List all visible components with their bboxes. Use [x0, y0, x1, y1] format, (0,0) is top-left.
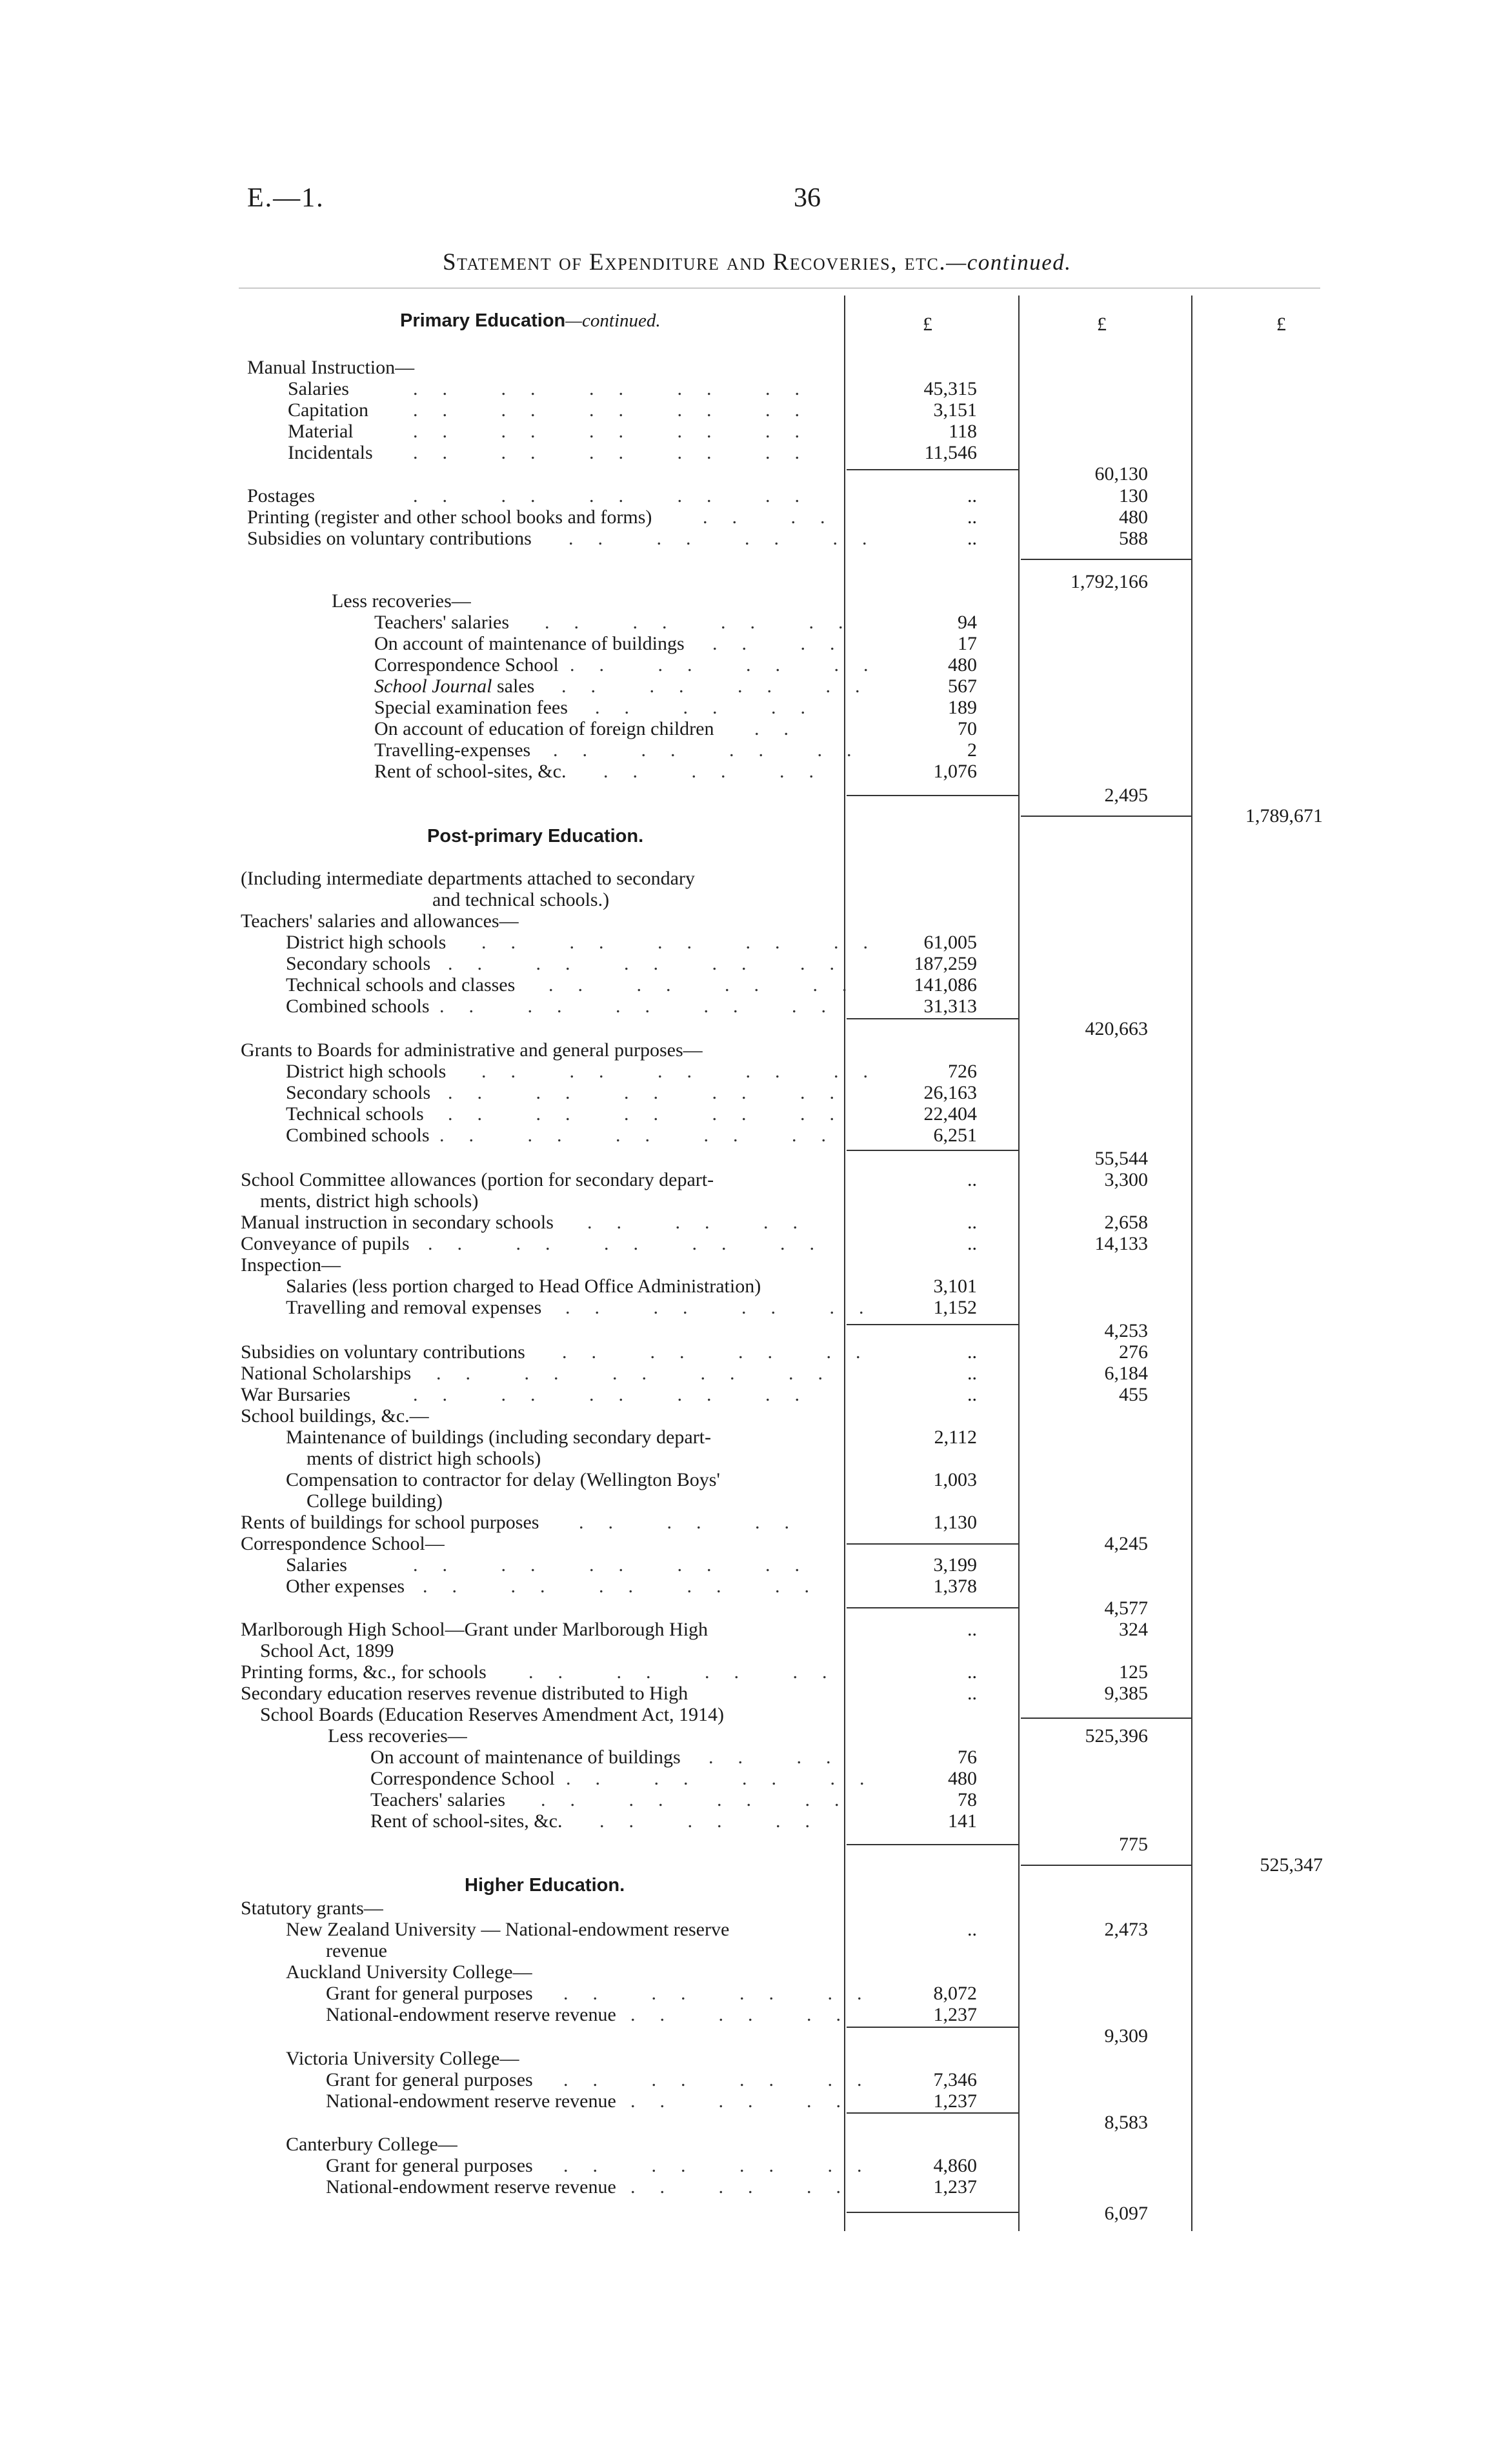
amount-c2: 4,577 [1104, 1598, 1148, 1619]
amount-c1: .. [967, 1341, 977, 1363]
amount-c1: .. [967, 1233, 977, 1254]
amount-c1: 17 [958, 633, 977, 654]
leader-dots: .. .. .. .. [563, 2069, 887, 2090]
row-label: New Zealand University — National-endowment reserve [286, 1919, 730, 1940]
amount-c1: .. [967, 1363, 977, 1384]
table-row [0, 1469, 1488, 1491]
table-row [0, 2112, 1488, 2134]
table-row [0, 1576, 1488, 1598]
amount-c1: 1,237 [933, 2176, 977, 2198]
leader-dots: .. .. .. .. [565, 1297, 889, 1318]
table-row [0, 1940, 1488, 1962]
amount-c2: 420,663 [1085, 1018, 1148, 1039]
row-label: Incidentals [288, 442, 373, 463]
table-row [0, 1533, 1488, 1555]
table-row [0, 1490, 1488, 1512]
row-label: ments of district high schools) [307, 1448, 541, 1469]
leader-dots: .. .. .. .. .. [481, 932, 892, 953]
row-label: Combined schools [286, 996, 430, 1017]
amount-c1: 1,237 [933, 2004, 977, 2025]
row-label: ments, district high schools) [260, 1190, 479, 1212]
leader-dots: .. .. .. [630, 2090, 865, 2112]
amount-c1: 3,199 [933, 1554, 977, 1576]
table-row [0, 2025, 1488, 2047]
table-row [0, 932, 1488, 954]
row-label: Manual instruction in secondary schools [241, 1212, 554, 1233]
table-row [0, 1320, 1488, 1342]
table-row [0, 996, 1488, 1017]
row-label: Less recoveries— [328, 1725, 467, 1747]
table-row [0, 953, 1488, 975]
row-label: Material [288, 421, 354, 442]
amount-c2: 480 [1119, 506, 1148, 528]
amount-c1: 11,546 [924, 442, 977, 463]
amount-c1: 61,005 [923, 932, 977, 953]
table-row [0, 805, 1488, 827]
table-row [0, 697, 1488, 719]
table-row [0, 1554, 1488, 1576]
table-row [0, 421, 1488, 443]
amount-c2: 2,658 [1104, 1212, 1148, 1233]
table-row [0, 1384, 1488, 1406]
leader-dots: .. .. [709, 1747, 856, 1768]
leader-dots: .. .. .. .. .. [413, 378, 824, 399]
leader-dots: .. .. .. [630, 2176, 865, 2198]
table-row [0, 1427, 1488, 1448]
table-row [0, 1103, 1488, 1125]
amount-c1: .. [967, 1683, 977, 1704]
table-row [0, 1061, 1488, 1083]
table-row [0, 1276, 1488, 1297]
section-heading-postprimary: Post-primary Education. [427, 826, 644, 846]
leader-dots: .. .. .. .. .. [448, 1103, 859, 1125]
section-heading-primary: Primary Education—continued. [400, 310, 661, 331]
amount-c2: 775 [1119, 1834, 1148, 1855]
title-main: Statement of Expenditure and Recoveries, etc. [443, 249, 947, 275]
leader-dots: .. .. .. .. .. [481, 1061, 892, 1082]
row-label: Grant for general purposes [326, 1983, 533, 2004]
currency-col2: £ [1097, 314, 1107, 335]
row-label: Salaries (less portion charged to Head Office Administration) [286, 1276, 761, 1297]
leader-dots: .. .. .. .. [562, 1341, 885, 1363]
amount-c1: 31,313 [923, 996, 977, 1017]
table-row [0, 1704, 1488, 1726]
row-label: Rent of school-sites, &c. [374, 761, 567, 782]
leader-dots: .. .. .. .. [563, 1983, 887, 2004]
row-label: Victoria University College— [286, 2048, 519, 2069]
leader-dots: .. .. .. .. .. [413, 1384, 824, 1405]
amount-c1: 78 [958, 1789, 977, 1810]
table-row [0, 463, 1488, 485]
amount-c1: 1,378 [933, 1576, 977, 1597]
amount-c2: 9,385 [1104, 1683, 1148, 1704]
amount-c1: .. [967, 528, 977, 549]
amount-c1: .. [967, 1384, 977, 1405]
leader-dots: .. .. .. .. .. [413, 1554, 824, 1576]
row-label: Special examination fees [374, 697, 568, 718]
amount-c2: 455 [1119, 1384, 1148, 1405]
row-label: Statutory grants— [241, 1898, 383, 1919]
row-label: Secondary schools [286, 953, 431, 974]
table-row [0, 528, 1488, 550]
leader-dots: .. .. .. [595, 697, 830, 718]
table-row [0, 399, 1488, 421]
amount-c1: 118 [949, 421, 977, 442]
table-row [0, 889, 1488, 911]
leader-dots: .. .. .. [603, 761, 838, 782]
amount-c1: 22,404 [923, 1103, 977, 1125]
row-label: Rent of school-sites, &c. [370, 1810, 563, 1832]
table-row [0, 1190, 1488, 1212]
amount-c1: 3,101 [933, 1276, 977, 1297]
leader-dots: .. .. .. [579, 1512, 814, 1533]
amount-c1: 567 [948, 676, 977, 697]
title-suffix: —continued. [946, 250, 1072, 275]
amount-c2: 588 [1119, 528, 1148, 549]
row-label: National-endowment reserve revenue [326, 2176, 616, 2198]
table-row [0, 506, 1488, 528]
row-label: Maintenance of buildings (including secondary depart- [286, 1427, 711, 1448]
row-label: Subsidies on voluntary contributions [247, 528, 532, 549]
row-label: Teachers' salaries [370, 1789, 506, 1810]
leader-dots: .. .. .. .. [541, 1789, 864, 1810]
leader-dots: .. .. .. .. .. [439, 1125, 850, 1146]
table-row [0, 761, 1488, 783]
table-row [0, 571, 1488, 593]
amount-c2: 8,583 [1104, 2112, 1148, 2133]
amount-c1: .. [967, 485, 977, 506]
table-row [0, 910, 1488, 932]
page-number: 36 [794, 183, 821, 213]
table-row [0, 357, 1488, 379]
table-row [0, 1169, 1488, 1191]
row-label: School Committee allowances (portion for secondary depart- [241, 1169, 714, 1190]
row-label: Combined schools [286, 1125, 430, 1146]
row-label: School Act, 1899 [260, 1640, 394, 1661]
amount-c2: 3,300 [1104, 1169, 1148, 1190]
leader-dots: .. .. .. .. .. [413, 485, 824, 506]
amount-c1: 480 [948, 654, 977, 676]
subtotal-rule [1021, 559, 1191, 560]
row-label: Travelling and removal expenses [286, 1297, 542, 1318]
table-row [0, 485, 1488, 507]
amount-c1: 141 [948, 1810, 977, 1832]
row-label: revenue [326, 1940, 387, 1961]
currency-col1: £ [923, 314, 932, 335]
row-label: Capitation [288, 399, 368, 421]
row-label: On account of maintenance of buildings [374, 633, 685, 654]
table-row [0, 1512, 1488, 1534]
amount-c1: 3,151 [933, 399, 977, 421]
table-row [0, 2155, 1488, 2177]
table-row [0, 2203, 1488, 2225]
section-heading-higher: Higher Education. [465, 1875, 625, 1896]
table-row [0, 1297, 1488, 1319]
leader-dots: .. .. .. [587, 1212, 822, 1233]
leader-dots: .. .. .. .. [563, 2155, 887, 2176]
row-label: Printing forms, &c., for schools [241, 1661, 487, 1683]
row-label: Correspondence School [370, 1768, 555, 1789]
table-row [0, 2048, 1488, 2070]
row-label: Inspection— [241, 1254, 341, 1276]
amount-c2: 125 [1119, 1661, 1148, 1683]
row-label: Conveyance of pupils [241, 1233, 410, 1254]
table-row [0, 718, 1488, 740]
leader-dots: .. .. .. .. .. [428, 1233, 839, 1254]
row-label: On account of education of foreign children [374, 718, 714, 739]
table-row [0, 1983, 1488, 2005]
leader-dots: .. .. .. .. [568, 528, 892, 549]
amount-c1: 1,003 [933, 1469, 977, 1490]
leader-dots: .. .. .. [630, 2004, 865, 2025]
row-label: Canterbury College— [286, 2134, 457, 2155]
amount-c1: 76 [958, 1747, 977, 1768]
table-row [0, 2069, 1488, 2091]
document-reference: E.—1. [247, 183, 325, 213]
row-label: School buildings, &c.— [241, 1405, 429, 1427]
table-row [0, 590, 1488, 612]
row-label: District high schools [286, 932, 447, 953]
leader-dots: .. .. .. .. .. [448, 1082, 859, 1103]
amount-c1: 1,076 [933, 761, 977, 782]
row-label: On account of maintenance of buildings [370, 1747, 681, 1768]
row-label: Salaries [286, 1554, 347, 1576]
amount-c1: 1,237 [933, 2090, 977, 2112]
amount-c2: 6,097 [1104, 2203, 1148, 2224]
row-label: and technical schools.) [432, 889, 610, 910]
amount-c2: 130 [1119, 485, 1148, 506]
currency-col3: £ [1276, 314, 1286, 335]
amount-c1: 189 [948, 697, 977, 718]
amount-c3: 1,789,671 [1245, 805, 1323, 826]
row-label: Technical schools and classes [286, 974, 516, 996]
leader-dots: .. .. .. .. .. [448, 953, 859, 974]
table-row [0, 1341, 1488, 1363]
amount-c2: 276 [1119, 1341, 1148, 1363]
row-label: Postages [247, 485, 315, 506]
amount-c1: 141,086 [914, 974, 977, 996]
row-label: Manual Instruction— [247, 357, 415, 378]
amount-c1: .. [967, 1619, 977, 1640]
table-row [0, 1768, 1488, 1790]
leader-dots: .. .. .. .. .. [436, 1363, 847, 1384]
table-row [0, 1961, 1488, 1983]
amount-c1: 45,315 [923, 378, 977, 399]
table-row [0, 1919, 1488, 1941]
row-label: College building) [307, 1490, 443, 1512]
row-label: Marlborough High School—Grant under Marlborough High [241, 1619, 709, 1640]
leader-dots: .. .. .. .. [548, 974, 872, 996]
amount-c1: 94 [958, 612, 977, 633]
row-label: School Boards (Education Reserves Amendment Act, 1914) [260, 1704, 725, 1725]
row-label: National Scholarships [241, 1363, 412, 1384]
amount-c1: .. [967, 1919, 977, 1940]
amount-c1: .. [967, 506, 977, 528]
amount-c1: 2 [967, 739, 977, 761]
row-label: National-endowment reserve revenue [326, 2090, 616, 2112]
amount-c3: 525,347 [1260, 1854, 1323, 1876]
leader-dots: .. .. .. .. [545, 612, 868, 633]
amount-c1: 1,130 [933, 1512, 977, 1533]
page-title [443, 248, 1072, 276]
table-row [0, 676, 1488, 697]
row-label: War Bursaries [241, 1384, 351, 1405]
table-row [0, 1683, 1488, 1705]
table-row [0, 2176, 1488, 2198]
amount-c2: 324 [1119, 1619, 1148, 1640]
row-label: Secondary schools [286, 1082, 431, 1103]
leader-dots: .. .. .. .. .. [423, 1576, 834, 1597]
amount-c2: 4,253 [1104, 1320, 1148, 1341]
row-label: Rents of buildings for school purposes [241, 1512, 539, 1533]
amount-c2: 4,245 [1104, 1533, 1148, 1554]
amount-c1: 70 [958, 718, 977, 739]
row-label: Teachers' salaries [374, 612, 510, 633]
amount-c2: 2,473 [1104, 1919, 1148, 1940]
row-label: Secondary education reserves revenue distributed to High [241, 1683, 689, 1704]
row-label: Grant for general purposes [326, 2155, 533, 2176]
row-label: Technical schools [286, 1103, 424, 1125]
leader-dots: .. .. .. .. .. [413, 442, 824, 463]
table-row [0, 1661, 1488, 1683]
table-row [0, 1725, 1488, 1747]
amount-c1: .. [967, 1661, 977, 1683]
amount-c1: .. [967, 1212, 977, 1233]
amount-c2: 60,130 [1094, 463, 1148, 485]
row-label: Correspondence School [374, 654, 559, 676]
amount-c1: 26,163 [923, 1082, 977, 1103]
amount-c1: 480 [948, 1768, 977, 1789]
leader-dots: .. .. .. [599, 1810, 834, 1832]
row-label: Subsidies on voluntary contributions [241, 1341, 525, 1363]
row-label: Other expenses [286, 1576, 405, 1597]
row-label: Teachers' salaries and allowances— [241, 910, 519, 932]
amount-c1: 187,259 [914, 953, 977, 974]
table-row [0, 1898, 1488, 1919]
table-row [0, 654, 1488, 676]
leader-dots: .. .. [712, 633, 860, 654]
leader-dots: .. .. .. .. [566, 1768, 889, 1789]
table-row [0, 633, 1488, 655]
table-row [0, 739, 1488, 761]
amount-c1: 6,251 [933, 1125, 977, 1146]
table-row [0, 1854, 1488, 1876]
table-row [0, 1212, 1488, 1234]
leader-dots: .. .. .. .. .. [413, 421, 824, 442]
row-label: School Journal sales [374, 676, 535, 697]
table-row [0, 785, 1488, 806]
leader-dots: .. .. .. .. [570, 654, 893, 676]
table-row [0, 378, 1488, 400]
amount-c1: .. [967, 1169, 977, 1190]
table-row [0, 2004, 1488, 2026]
table-row [0, 2090, 1488, 2112]
amount-c2: 1,792,166 [1071, 571, 1148, 592]
amount-c2: 525,396 [1085, 1725, 1148, 1747]
table-row [0, 1448, 1488, 1470]
amount-c1: 7,346 [933, 2069, 977, 2090]
row-label: Printing (register and other school books and forms) [247, 506, 652, 528]
leader-dots: .. .. [703, 506, 850, 528]
table-row [0, 442, 1488, 464]
amount-c1: 4,860 [933, 2155, 977, 2176]
table-row [0, 2134, 1488, 2156]
amount-c2: 2,495 [1104, 785, 1148, 806]
amount-c2: 9,309 [1104, 2025, 1148, 2047]
row-label: (Including intermediate departments attached to secondary [241, 868, 695, 889]
table-row [0, 1834, 1488, 1856]
leader-dots: .. .. .. .. [553, 739, 876, 761]
table-row [0, 1363, 1488, 1385]
table-row [0, 1018, 1488, 1040]
table-row [0, 1640, 1488, 1662]
row-label: Grant for general purposes [326, 2069, 533, 2090]
row-label: Auckland University College— [286, 1961, 532, 1983]
table-row [0, 1254, 1488, 1276]
table-row [0, 1810, 1488, 1832]
row-label: Less recoveries— [332, 590, 471, 612]
leader-dots: .. .. .. .. [528, 1661, 852, 1683]
amount-c2: 14,133 [1094, 1233, 1148, 1254]
amount-c1: 8,072 [933, 1983, 977, 2004]
leader-dots: .. .. .. .. [561, 676, 885, 697]
amount-c1: 726 [948, 1061, 977, 1082]
amount-c2: 55,544 [1094, 1148, 1148, 1169]
table-row [0, 1082, 1488, 1104]
table-row [0, 1619, 1488, 1641]
table-row [0, 612, 1488, 634]
table-row [0, 1405, 1488, 1427]
row-label: Travelling-expenses [374, 739, 531, 761]
row-label: Correspondence School— [241, 1533, 445, 1554]
amount-c1: 2,112 [934, 1427, 977, 1448]
table-row [0, 1747, 1488, 1768]
table-row [0, 1125, 1488, 1147]
row-label: Salaries [288, 378, 349, 399]
table-row [0, 1789, 1488, 1811]
leader-dots: .. .. .. .. .. [413, 399, 824, 421]
row-label: Grants to Boards for administrative and general purposes— [241, 1039, 703, 1061]
leader-dots: .. .. .. .. .. [439, 996, 850, 1017]
row-label: National-endowment reserve revenue [326, 2004, 616, 2025]
table-row [0, 1039, 1488, 1061]
row-label: Compensation to contractor for delay (Wellington Boys' [286, 1469, 720, 1490]
leader-dots: .. [754, 718, 813, 739]
table-row [0, 1233, 1488, 1255]
table-row [0, 1148, 1488, 1170]
amount-c2: 6,184 [1104, 1363, 1148, 1384]
row-label: District high schools [286, 1061, 447, 1082]
table-row [0, 974, 1488, 996]
table-row [0, 868, 1488, 890]
table-row [0, 1598, 1488, 1619]
amount-c1: 1,152 [933, 1297, 977, 1318]
